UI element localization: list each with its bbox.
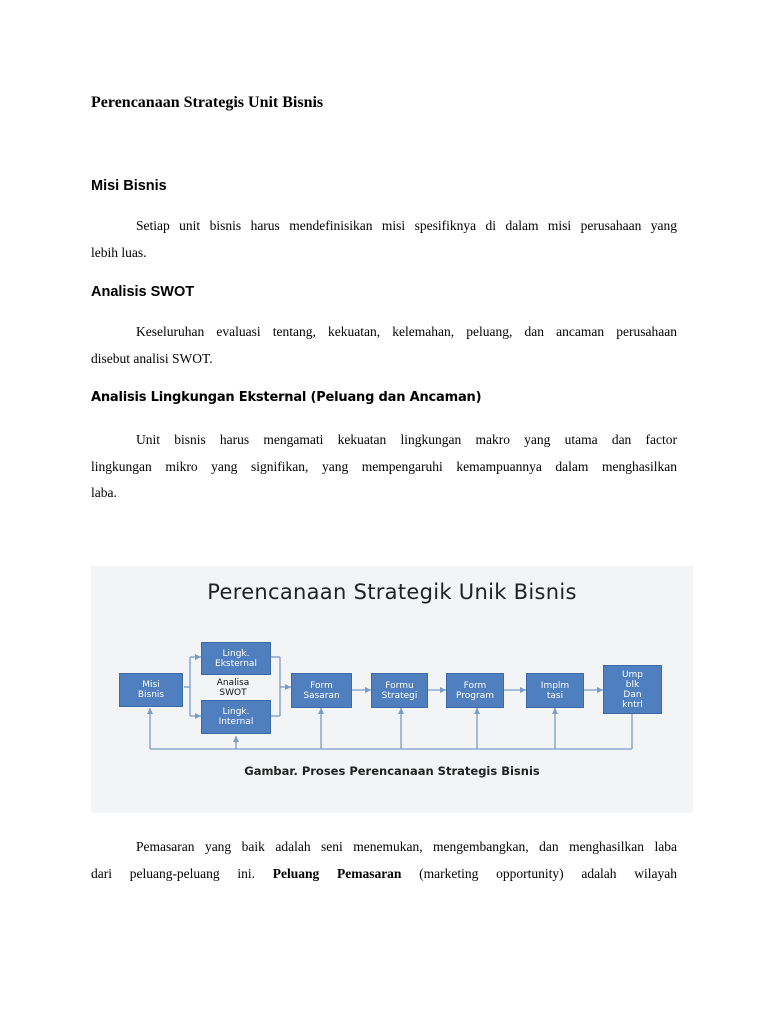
heading-lingkungan-eksternal: Analisis Lingkungan Eksternal (Peluang dan Ancaman) — [91, 390, 482, 405]
box-form-program: Form Program — [446, 673, 504, 708]
box-formu-strategi: Formu Strategi — [371, 673, 428, 708]
document-title: Perencanaan Strategis Unit Bisnis — [91, 94, 324, 111]
paragraph-misi-bisnis — [91, 213, 677, 266]
figure-title: Perencanaan Strategik Unik Bisnis — [207, 580, 577, 604]
box-lingkungan-eksternal: Lingk. Eksternal — [201, 642, 271, 675]
paragraph-lingkungan-eksternal — [91, 427, 677, 507]
bold-term: Peluang Pemasaran — [272, 865, 402, 881]
paragraph-line: dari peluang-peluang ini. Peluang Pemasaran (marketing opportunity) adalah wilayah — [91, 865, 677, 881]
box-form-sasaran: Form Sasaran — [291, 673, 352, 708]
box-misi-bisnis: Misi Bisnis — [119, 673, 183, 707]
box-umpan-balik-kontrol: Ump blk Dan kntrl — [603, 665, 662, 714]
paragraph-line: Keseluruhan evaluasi tentang, kekuatan, kelemahan, peluang, dan ancaman perusahaan — [136, 324, 677, 339]
paragraph-line: laba. — [91, 485, 117, 500]
paragraph-line: lebih luas. — [91, 244, 147, 260]
heading-analisis-swot: Analisis SWOT — [91, 284, 195, 300]
paragraph-line: Pemasaran yang baik adalah seni menemukan, mengembangkan, dan menghasilkan laba — [136, 839, 677, 854]
paragraph-line: Unit bisnis harus mengamati kekuatan lingkungan makro yang utama dan factor — [136, 432, 677, 447]
paragraph-pemasaran — [91, 834, 677, 887]
box-lingkungan-internal: Lingk. Internal — [201, 700, 271, 734]
heading-misi-bisnis: Misi Bisnis — [91, 178, 167, 194]
paragraph-analisis-swot — [91, 319, 677, 372]
paragraph-line: Setiap unit bisnis harus mendefinisikan misi spesifiknya di dalam misi perusahaan yang — [136, 218, 677, 233]
box-implementasi: Implm tasi — [526, 673, 584, 708]
paragraph-line: lingkungan mikro yang signifikan, yang mempengaruhi kemampuannya dalam menghasilkan — [91, 458, 677, 474]
analisa-swot-label: Analisa SWOT — [216, 678, 250, 698]
process-diagram-figure — [91, 566, 693, 813]
paragraph-line: disebut analisi SWOT. — [91, 350, 213, 366]
figure-caption: Gambar. Proses Perencanaan Strategis Bisnis — [244, 764, 540, 778]
